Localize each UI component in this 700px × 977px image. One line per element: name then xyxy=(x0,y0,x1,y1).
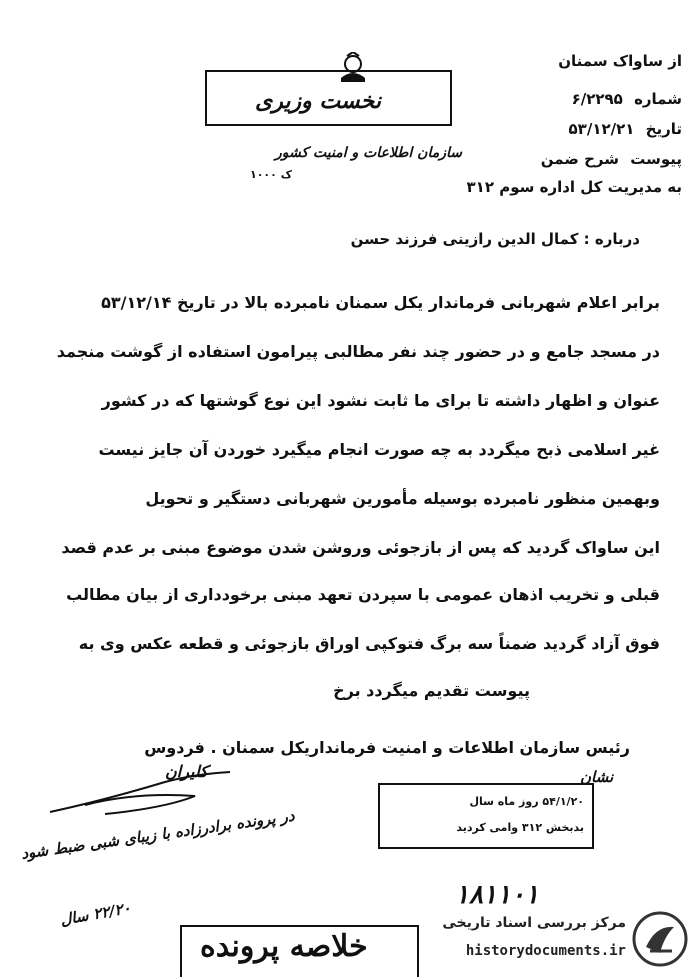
body-line-6: این ساواک گردید که پس از بازجوئی وروشن شدن موضوع مبنی بر عدم قصد xyxy=(61,538,660,557)
watermark-logo xyxy=(422,909,692,969)
number-field xyxy=(572,90,682,108)
body-line-4: غیر اسلامی ذبح میگردد به چه صورت انجام میگیرد خوردن آن جایز نیست xyxy=(98,440,660,459)
letterhead-organization: سازمان اطلاعات و امنیت کشور xyxy=(275,145,462,161)
letterhead-title: نخست وزیری xyxy=(255,88,381,114)
signature-title: رئیس سازمان اطلاعات و امنیت فرمانداریکل سمنان . فردوس xyxy=(144,738,630,757)
body-line-3: عنوان و اظهار داشته تا برای ما ثابت نشود این نوع گوشتها که در کشور xyxy=(101,391,660,410)
body-line-1: برابر اعلام شهربانی فرماندار یکل سمنان نامبرده بالا در تاریخ ۵۳/۱۲/۱۴ xyxy=(101,293,660,312)
date-value: ۵۳/۱۲/۲۱ xyxy=(568,120,635,138)
body-line-9: پیوست تقدیم میگردد برخ xyxy=(333,681,530,700)
handwritten-initials: نشان xyxy=(580,768,614,786)
recipient-line: به مدیریت کل اداره سوم ۳۱۲ xyxy=(466,178,682,196)
body-line-5: وبهمین منظور نامبرده بوسیله مأمورین شهربانی دستگیر و تحویل xyxy=(145,489,660,508)
archive-logo-icon xyxy=(632,911,688,967)
subject-line: درباره : کمال الدین رازینی فرزند حسن xyxy=(350,230,640,248)
margin-note-2: ۲۲/۲۰ سال xyxy=(58,898,133,930)
margin-note-1: در پرونده برادرزاده با زیبای شبی ضبط شود xyxy=(20,806,296,863)
received-stamp xyxy=(378,783,594,849)
number-stamp: ۱۸۱۱۰۱ xyxy=(455,880,539,910)
body-line-2: در مسجد جامع و در حضور چند نفر مطالبی پیرامون استفاده از گوشت منجمد xyxy=(56,342,660,361)
handwritten-signature: کلیران xyxy=(165,762,208,781)
received-stamp-line1: ۵۴/۱/۲۰ روز ماه سال xyxy=(469,795,584,808)
lion-and-sun-emblem-icon xyxy=(335,52,371,93)
letterhead-code: ک ۱۰۰۰ xyxy=(250,168,292,181)
body-line-7: قبلی و تخریب اذهان عمومی با سپردن تعهد مبنی برخودداری از بیان مطالب xyxy=(66,585,660,604)
watermark-url[interactable]: historydocuments.ir xyxy=(465,943,626,959)
bottom-stamp xyxy=(180,925,419,977)
body-line-8: فوق آزاد گردید ضمناً سه برگ فتوکپی اوراق بازجوئی و قطعه عکس وی به xyxy=(78,634,660,653)
bottom-stamp-text: خلاصه پرونده xyxy=(200,929,368,964)
number-label: شماره xyxy=(634,90,682,108)
received-stamp-line2: بدبخش ۳۱۲ وامی کردید xyxy=(456,821,584,834)
from-line: از ساواک سمنان xyxy=(558,52,682,70)
attachment-value: شرح ضمن xyxy=(540,150,619,168)
signature-stroke-icon xyxy=(45,770,235,820)
date-field xyxy=(569,120,682,138)
attachment-label: پیوست xyxy=(630,150,682,168)
watermark-title: مرکز بررسی اسناد تاریخی xyxy=(442,915,626,931)
number-value: ۶/۲۲۹۵ xyxy=(571,90,623,108)
attachment-field xyxy=(541,150,682,168)
date-label: تاریخ xyxy=(645,120,682,138)
